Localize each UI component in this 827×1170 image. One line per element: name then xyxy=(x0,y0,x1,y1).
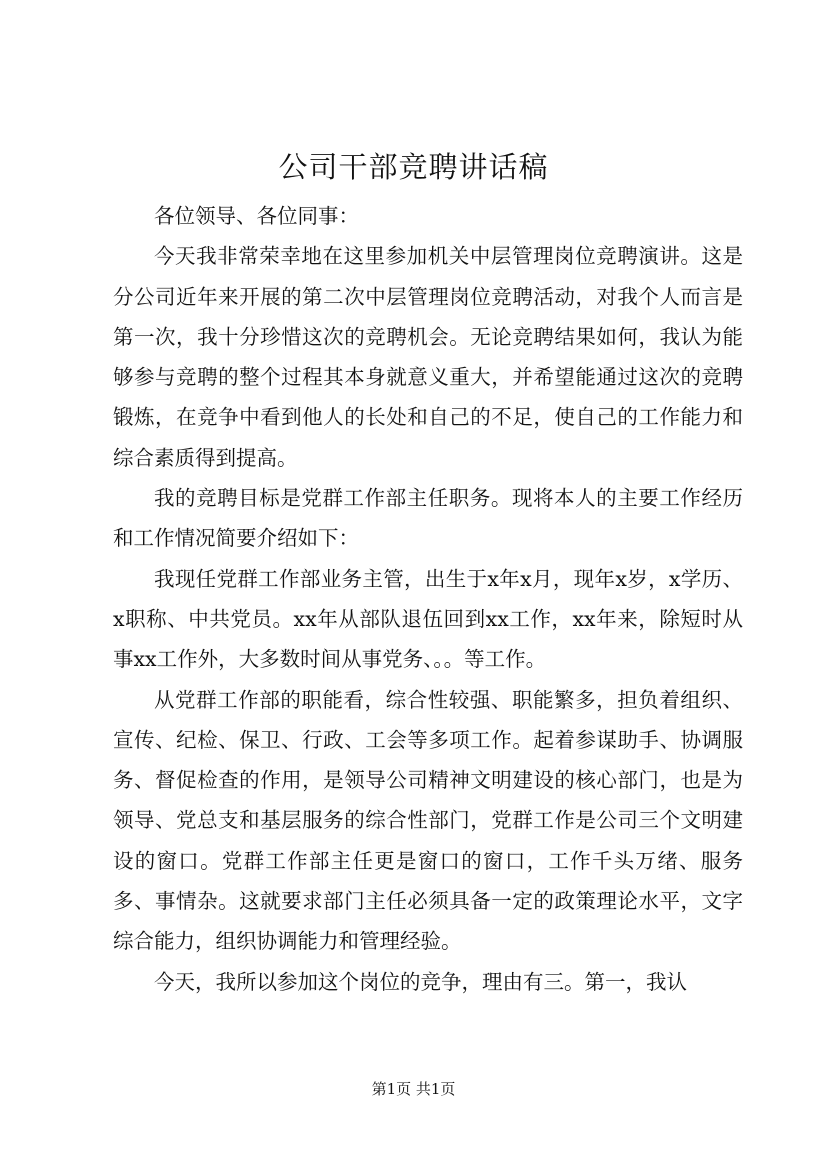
page-footer: 第1页 共1页 xyxy=(371,1080,456,1098)
salutation-paragraph: 各位领导、各位同事： xyxy=(154,204,359,228)
document-body xyxy=(113,196,743,1002)
body-paragraph-goal: 我的竞聘目标是党群工作部主任职务。现将本人的主要工作经历和工作情况简要介绍如下： xyxy=(113,486,743,551)
body-paragraph-department: 从党群工作部的职能看，综合性较强、职能繁多，担负着组织、宣传、纪检、保卫、行政、工会等多项工作。起着参谋助手、协调服务、督促检查的作用，是领导公司精神文明建设的核心部门，也是为领导、党总支和基层服务的综合性部门，党群工作是公司三个文明建设的窗口。党群工作部主任更是窗口的窗口，工作千头万绪、服务多、事情杂。这就要求部门主任必须具备一定的政策理论水平，文字综合能力，组织协调能力和管理经验。 xyxy=(113,687,743,954)
body-paragraph-reasons: 今天，我所以参加这个岗位的竞争，理由有三。第一，我认 xyxy=(154,969,687,994)
document-title: 公司干部竞聘讲话稿 xyxy=(278,150,549,184)
body-paragraph-intro: 今天我非常荣幸地在这里参加机关中层管理岗位竞聘演讲。这是分公司近年来开展的第二次中层管理岗位竞聘活动，对我个人而言是第一次，我十分珍惜这次的竞聘机会。无论竞聘结果如何，我认为能够参与竞聘的整个过程其本身就意义重大，并希望能通过这次的竞聘锻炼，在竞争中看到他人的长处和自己的不足，使自己的工作能力和综合素质得到提高。 xyxy=(113,244,743,470)
body-paragraph-background: 我现任党群工作部业务主管，出生于x年x月，现年x岁，x学历、x职称、中共党员。xx年从部队退伍回到xx工作，xx年来，除短时从事xx工作外，大多数时间从事党务、。。等工作。 xyxy=(113,566,743,672)
